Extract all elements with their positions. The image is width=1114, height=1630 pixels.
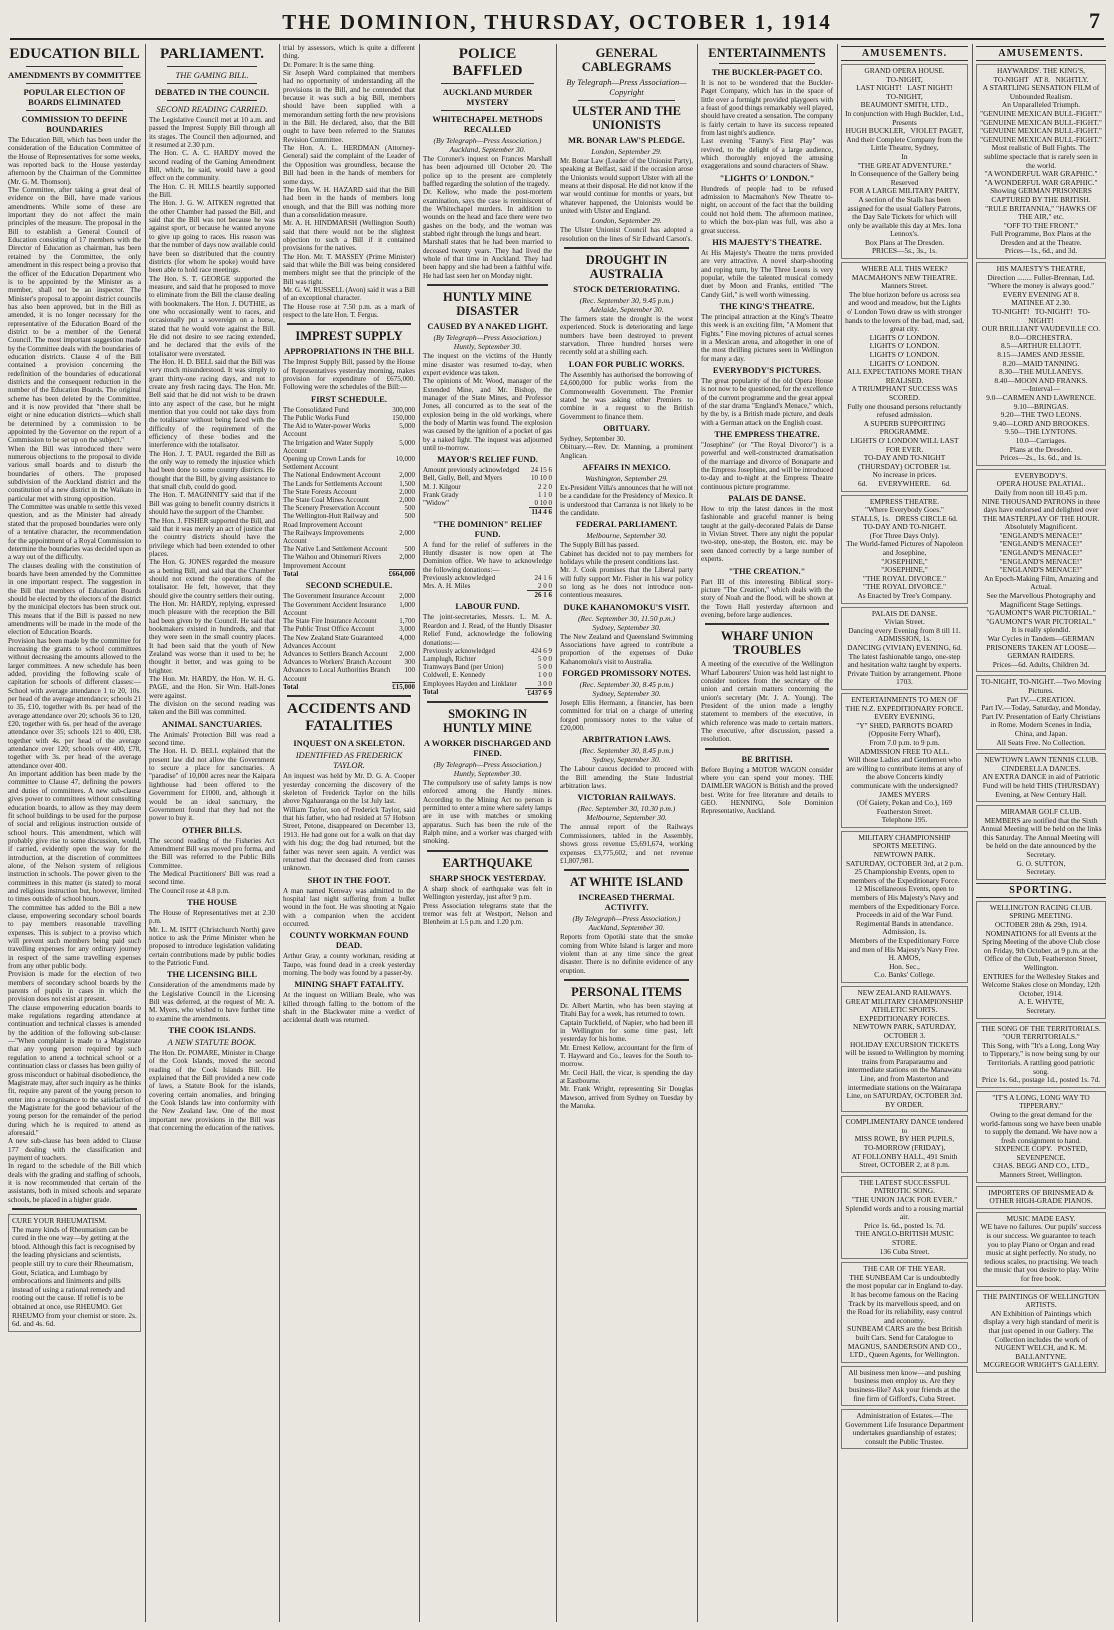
table-cell-label: The Public Works Fund [283,413,350,422]
subhead: ARBITRATION LAWS. [582,734,671,745]
column-4 [423,44,552,1622]
table-total-row [283,683,415,692]
subhead: A WORKER DISCHARGED AND FINED. [423,738,552,759]
dateline: (Rec. September 30, 9.45 p.m.) Adelaide, September 30. [579,296,674,315]
subhead: FIRST SCHEDULE. [311,393,387,404]
subhead: CAUSED BY A NAKED LIGHT. [427,321,548,332]
table-row [283,545,415,553]
table-row [283,650,415,658]
table-cell-label: The State Forests Account [283,487,357,496]
subhead: PALAIS DE DANSE. [728,493,806,504]
table-row [423,680,552,689]
subhead: OTHER BILLS. [182,824,242,835]
subhead: MAYOR'S RELIEF FUND. [437,454,538,465]
table-row [283,617,415,625]
table-cell-value: 300 [404,658,415,667]
table-row [423,671,552,679]
article-body: The House of Representatives met at 2.30 p.m. Mr. L. M. ISITT (Christchurch North) gave notice to ask the Prime Minister when he proposed to introduce legislation validating certain contributions made by public bodies to the Patriotic Fund. [149,908,275,967]
advertisement-grand-opera-house: GRAND OPERA HOUSE. TO-NIGHT, LAST NIGHT! LAST NIGHT! TO-NIGHT, BEAUMONT SMITH, LTD., In conjunction with Hugh Buckler, Ltd., Presents HUGH BUCKLER, VIOLET PAGET, And their Complete Company from the Little Theatre, Sydney, In "THE GREAT ADVENTURE." In Consequence of the Gallery being Reserved FOR A LARGE MILITARY PARTY, A section of the Stalls has been assigned for the usual Gallery Patrons, the Day Sale Tickets for which will only be available this day at Mrs. Iona Lennox's. Box Plans at The Dresden. PRICES—5s., 3s., 1s. [841,64,968,259]
article-body: The Supply Bill has passed. Cabinet has decided not to pay members for holidays while the present conditions last. Mr. J. Cook promises that the Liberal party will fully support Mr. Fisher in his war policy so long as he does not introduce non-contentious measures. [560,541,693,600]
table-cell-label: Coldwell, E. Kennedy [423,671,486,680]
table-total-row [423,591,552,600]
article-body: trial by assessors, which is quite a different thing. Dr. Pomare: It is the same thing. Sir Joseph Ward complained that members had no opportunity of understanding all the provisions in the Bill, and he contended that because it was such a big Bill, members should have been supplied with a memorandum setting forth the new provisions in the Bill. He declared, also, that the Bill ought to have been referred to the Statutes Revision Committee. The Hon. A. L. HERDMAN (Attorney-General) said the complaint of the Leader of the Opposition was groundless, because the Bill had been in the hands of members for some days. The Hon. W. H. HAZARD said that the Bill had been in the hands of members long enough, and that the Bill was nothing more than a consolidation measure. Mr. A. H. HINDMARSH (Wellington South) said that there would not be the slightest objection to such a Bill if it contained provisions for the natives. The Hon. Mr. T. MASSEY (Prime Minister) said that while the Bill was being considered members might see that the principle of the Bill was right. Mr. G. W. RUSSELL (Avon) said it was a Bill of an exceptional character. The House rose at 7.50 p.m. as a mark of respect to the late Hon. T. Fergus. [283,44,415,319]
table-row [283,439,415,455]
table-cell-value: 2,000 [399,592,415,601]
advertisement-estates: Administration of Estates.—The Government Life Insurance Department undertakes guardianship of estates; consult the Public Trustee. [841,1409,968,1449]
table-cell-label: Total [283,682,299,691]
dateline: Melbourne, September 30. [586,531,667,541]
article-body: Ex-President Villa's announces that he will not be a candidate for the Presidency of Mexico. It is understood that Carranza is not likely to be the candidate. [560,483,695,517]
article-body: The farmers state the drought is the worst experienced. Stock is deteriorating and large numbers have been destroyed to prevent starvation. Three hundred horses were recently sold at a shilling each. [560,315,695,357]
table-total-row [423,508,552,517]
article-body: A fund for the relief of sufferers in the Huntly disaster is now open at The Dominion office. We have to acknowledge the following donations:— [423,540,554,574]
subhead: BE BRITISH. [741,753,793,764]
article-body: A man named Kenway was admitted to the hospital last night suffering from a bullet wound in the foot. He was shooting at Ngaio with a companion when the accident occurred. [283,886,417,928]
table-row [283,455,415,471]
table-cell-value: 1,000 [399,600,415,609]
table-cell-label: The State Fire Insurance Account [283,617,377,626]
subhead: AMENDMENTS BY COMMITTEE [8,70,141,80]
article-body: An inquest was held by Mr. D. G. A. Cooper yesterday concerning the discovery of the skeleton of Frederick Taylor on the hills above Ngahauranga on the 1st July last. William Taylor, son of Frederick Taylor, said that his father, who had resided at 57 Hobson Street, Petone, disappeared on December 13, 1913. He had gone out for a walk on that day with his dog; the dog had returned, but the father was never seen again. A verdict was returned that the deceased died from causes unknown. [283,772,415,873]
article-body: The joint-secretaries, Messrs. L. M. A. Reardon and J. Read, of the Huntly Disaster Relief Fund, acknowledge the following donations:— [423,613,554,647]
table-cell-value: 114 4 6 [529,508,552,517]
advertisement-military-sports: MILITARY CHAMPIONSHIP SPORTS MEETING. NEWTOWN PARK. SATURDAY, OCTOBER 3rd, at 2 p.m. 25 Championship Events, open to members of the Expeditionary Force. 12 Miscellaneous Events, open to members of His Majesty's Navy and members of the Expeditionary Force. Proceeds in aid of the War Fund. Regimental Bands in attendance. Admission, 1s. Members of the Expeditionary Force and men of His Majesty's Navy Free. H. AMOS, Hon. Sec., C.o. Banks' College. [841,831,968,983]
subhead: AUCKLAND MURDER MYSTERY [442,87,533,107]
table-row [423,499,552,508]
headline-education-bill: EDUCATION BILL [9,46,140,62]
table-row [283,414,415,422]
subhead: OBITUARY. [603,422,650,433]
table-cell-value: 5 0 0 [538,655,552,664]
advertisement-racing-club: WELLINGTON RACING CLUB. SPRING MEETING. OCTOBER 28th & 29th, 1914. NOMINATIONS for all Events at the Spring Meeting of the above Club close on Friday, 9th October, at 9 p.m. at the Office of the Club, Featherston Street, Wellington. ENTRIES for the Wellesley Stakes and Welcome Stakes close on Monday, 12th October, 1914. A. E. WHYTE, Secretary. [976,901,1106,1019]
subhead: EVERYBODY'S PICTURES. [712,364,822,375]
table-cell-label: The Wellington-Hutt Railway and Road Improvement Account [283,512,379,529]
table-row [423,474,552,482]
table-cell-label: The Government Insurance Account [283,592,385,601]
column-8 [976,44,1106,1622]
advertisement-his-majestys: HIS MAJESTY'S THEATRE, Direction ........ Fuller-Brennan, Ltd. "Where the money is always good." EVERY EVENING AT 8. MATINEE AT 2.30. TO-NIGHT! TO-NIGHT! TO-NIGHT! OUR BRILLIANT VAUDEVILLE CO. 8.0—ORCHESTRA. 8.5—ARTHUR ELLIOTT. 8.15—JAMES AND JESSIE. 8.20—MAID TANNING. 8.30—THE MULLANEYS. 8.40—MOON AND FRANKS. —Interval— 9.0—CARMEN AND LAWRENCE. 9.10—BRINGAS. 9.20—THE TWO LEONS. 9.40—LORD AND BROOKES. 9.50—THE LYNTONS. 10.0—Carriages. Plans at the Dresden. Prices—2s., 1s. 6d., and 1s. [976,262,1106,466]
table-cell-value: 2,000 [399,528,415,537]
table-cell-value: 3,000 [399,625,415,634]
column-rule [972,44,973,1622]
table-cell-value: 150,000 [392,413,415,422]
subhead: LABOUR FUND. [455,601,520,612]
subhead: INCREASED THERMAL ACTIVITY. [578,892,675,913]
table-cell-label: The Lands for Settlements Account [283,479,383,488]
article-body: The Legislative Council met at 10 a.m. and passed the Imprest Supply Bill through all its stages. The Council then adjourned, and it resumed at 2.30 p.m. The Hon. C. A. C. HARDY moved the second reading of the Gaming Amendment Bill, which, he said, would have a good effect on the community. The Hon. C. H. MILLS heartily supported the Bill. The Hon. J. G. W. AITKEN regretted that the other Chamber had passed the Bill, and said that the Bill was not because he was against sport, or because he wanted anyone to give up going to races. His reason was that the number of days now available could have been so distributed that the country districts (for whom he spoke) would have been able to hold race meetings. The Hon. S. T. GEORGE supported the measure, and said that he proposed to move to eliminate from the Bill the clause dealing with bookmakers. The Hon. J. DUTHIE, as one who occasionally went to races, and occasionally put a sovereign on a horse, stated that he would vote against the Bill. He did not desire to see racing extended, and he declared that the evils of the totalisator were overstated. The Hon. H. D. BELL said that the Bill was very much misunderstood. It was simply to grant thirty-one racing days, and not to create any fresh racing days. The Hon. Mr. Bell said that he did not wish to be drawn into any aspect of the case, but he might mention that you could not take days from the totalisator without being faced with the difficulty of the requirement of the efficiency of these bodies and the interference with the totalisator. The Hon. J. T. PAUL regarded the Bill as the only way to remedy the injustice which had been done to some country districts. He thought that the Bill, by giving assistance to that small club, could do good. The Hon. T. MAGINNITY said that if the Bill was going to benefit country districts it should have the support of the Chamber. The Hon. J. FISHER supported the Bill, and said that it was merely an act of justice that the country districts should have the privilege which had been extended to other places. The Hon. G. JONES regarded the measure as a betting Bill, and said that the Chamber should not extend the operations of the totalisator. He felt, however, that they should give the country settlers their outing. The Hon. Mr. HARDY, replying, expressed much pleasure with the reception the Bill had been given by the Council. He said that bookmakers existed in hundreds, and that they were seen in the small country places. It had been said that the youth of New Zealand was worse than it used to be; he thought it better, and was going to be brighter. The Hon. Mr. HARDY, the Hon. W. H. G. PAGE, and the Hon. Sir Wm. Hall-Jones were against. The division on the second reading was taken and the Bill was committed. [149,116,275,717]
headline-white-island: AT WHITE ISLAND [569,875,684,890]
table-cell-label: Employees Hayden and Linklater [423,679,517,688]
table-cell-value: 1 0 0 [538,671,552,680]
table-cell-value: 2 0 0 [538,582,552,591]
table-cell-value: 5,000 [399,422,415,431]
subhead: STOCK DETERIORATING. [573,284,680,295]
table-cell-value: 2,000 [399,471,415,480]
subhead: THE LICENSING BILL [166,969,258,980]
article-body: The Animals' Protection Bill was read a second time. The Hon. H. D. BELL explained that the present law did not allow the Government to secure a place for sanctuaries. A "paradise" of 10,000 acres near the Kaipara lighthouse had been offered to the Government for £1000, and, although it would be an ideal sanctuary, the Government found that they had not the power to buy it. [149,730,275,823]
table-cell-label: The Waihou and Ohinemuri Rivers Improvement Account [283,553,382,570]
subhead: MINING SHAFT FATALITY. [294,979,404,990]
table-row [283,504,415,512]
article-body: The New Zealand and Queensland Swimming Associations have agreed to contribute a proportion of the expenses of Duke Kahanomoku's visit to Australia. [560,632,695,666]
table-row [423,466,552,474]
subhead: DEBATED IN THE COUNCIL [154,87,270,97]
table-cell-label: The Scenery Preservation Account [283,504,380,513]
table-cell-value: 2 2 0 [538,482,552,491]
table-cell-value: £664,000 [388,570,415,579]
headline-drought: DROUGHT IN AUSTRALIA [585,253,668,282]
section-header: AMUSEMENTS. [976,46,1106,61]
table-cell-label [423,508,529,517]
table-row [283,658,415,666]
article-body: The Coroner's inquest on Frances Marshall has been adjourned till October 20. The police up to the present are completely baffled regarding the solution of the tragedy. Dr. Kellow, who made the post-mortem examination, says the case is reminiscent of the Whitechapel murders. In addition to wounds on the head and face there were two gashes on the body, and the woman was stabbed right through the lungs and heart. Marshall states that he had been married to deceased twenty years. They had lived the whole of that time in Auckland. They had been happy and she had been a faithful wife. He had last seen her on Monday night. [423,155,552,280]
subhead: LOAN FOR PUBLIC WORKS. [568,358,685,369]
article-body: "Josephine" (or "The Royal Divorce") is a powerful and well-constructed dramatisation of the marriage and divorce of Bonaparte and the Empress Josephine, and will be introduced to-day and to-night at the Empress Theatre continuous picture programme. [701,441,835,491]
table-cell-label: The Government Accident Insurance Account [283,600,387,617]
table-cell-label: Total [283,569,299,578]
table-cell-value: £437 6 9 [525,688,552,697]
table-cell-label: The Railways Improvements Account [283,528,364,545]
article-body: Before Buying a MOTOR WAGON consider where you can spend your money. THE DAIMLER WAGON is British and the proved best. Write for free literature and details to GEO. HENNING, Sole Dominion Representative, Auckland. [701,765,835,816]
subhead: APPROPRIATIONS IN THE BILL [284,346,414,357]
subhead: ANIMAL SANCTUARIES. [161,718,263,729]
table-row [283,634,415,650]
table-cell-value: 24 15 6 [531,466,552,475]
table-row [423,483,552,491]
dateline: (By Telegraph—Press Association.) Huntly, September 30. [433,333,542,352]
subhead: THE BUCKLER-PAGET CO. [711,67,823,77]
article-body: It is not to be wondered that the Buckler-Paget Company, which has in the space of little over a fortnight provided playgoers with a feast of good things remarkably well played, should have created a sensation. The company is fairly certain to have its success repeated from last night's audience. Last evening "Fanny's First Play" was revived, to the delight of a large audience, which thoroughly enjoyed the amusing exaggerations and sound characters of Shaw. [701,79,833,171]
table-cell-label: The New Zealand State Guaranteed Advances Account [283,633,383,650]
table-cell-label: Advances to Local Authorities Branch Account [283,666,391,683]
table-cell-value: 24 1 6 [534,573,552,582]
advertisement-entertainments-to-men: ENTERTAINMENTS TO MEN OF THE N.Z. EXPEDITIONARY FORCE. EVERY EVENING, "Y" SHED, PARROTS BOARD (Opposite Ferry Wharf), From 7.0 p.m. to 9 p.m. ADMISSION FREE TO ALL. Will those Ladies and Gentlemen who are willing to contribute items at any of the above Concerts kindly communicate with the undersigned? JAMES MYERS (Of Gaiety, Pekan and Co.), 169 Featherston Street. Telephone 195. [841,693,968,828]
advertisement-haywards: HAYWARDS'. THE KING'S, TO-NIGHT AT 8. NIGHTLY. A STARTLING SENSATION FILM of Unbounded Realism. An Unparalleled Triumph. "GENUINE MEXICAN BULL-FIGHT." "GENUINE MEXICAN BULL-FIGHT." "GENUINE MEXICAN BULL-FIGHT." "GENUINE MEXICAN BULL-FIGHT." Most realistic of Bull Fights. The sublime spectacle that is rarely seen in the world. "A WONDERFUL WAR GRAPHIC." "A WONDERFUL WAR GRAPHIC." Showing GERMAN PRISONERS CAPTURED BY THE BRITISH. "RULE BRITANNIA," "HAWKS OF THE AIR," etc. "OFF TO THE FRONT." Full Programme, Box Plans at the Dresden and at the Theatre. Prices—1s., 6d., and 3d. [976,64,1106,259]
table-cell-value: 2,000 [399,487,415,496]
table-cell-value: 5 0 0 [538,663,552,672]
dateline: (By Telegraph—Press Association.) Auckland, September 30. [433,136,542,154]
table-cell-value: 2,000 [399,649,415,658]
column-rule [697,44,698,1622]
table-cell-label: The Public Trust Office Account [283,625,375,634]
advertisement-paintings: THE PAINTINGS OF WELLINGTON ARTISTS. AN Exhibition of Paintings which display a very high standard of merit is that just opened in our Gallery. The Collection includes the work of NUGENT WELCH, and K. M. BALLANTYNE. MCGREGOR WRIGHT'S GALLERY. [976,1290,1106,1373]
column-5 [560,44,693,1622]
table-cell-value: 0 10 0 [534,499,552,508]
table-row [283,666,415,682]
article-body: The second reading of the Fisheries Act Amendment Bill was moved pro forma, and the Bill was referred to the Public Bills Committee. The Medical Practitioners' Bill was read a second time. The Council rose at 4.8 p.m. [149,836,275,895]
masthead-title: THE DOMINION, THURSDAY, OCTOBER 1, 1914 [282,10,832,34]
table-row [283,529,415,545]
advertisement-tennis-club: NEWTOWN LAWN TENNIS CLUB. CINDERELLA DANCES. AN EXTRA DANCE in aid of Patriotic Fund will be held THIS (THURSDAY) Evening, at New Century Hall. [976,753,1106,802]
article-body: At His Majesty's Theatre the turns provided are very attractive. A novel sharp-shooting and roping turn, by The Three Leons is very popular, while the talented musical comedy duet by Moon and Franks, entitled "The Candy Girl," is well worth witnessing. [701,248,835,299]
subhead: A NEW STATUTE BOOK. [167,1037,257,1048]
dateline: (By Telegraph—Press Association.) Huntly, September 30. [433,760,542,779]
article-body: A sharp shock of earthquake was felt in Wellington yesterday, just after 9 p.m. Press Association telegrams state that the tremor was felt at Westport, Nelson and Blenheim at 1.5 p.m. and 1.20 p.m. [423,884,552,927]
table-cell-value: 4,000 [399,633,415,642]
subhead: DUKE KAHANOMOKU'S VISIT. [563,601,690,612]
table-cell-label: Mrs. A. H. Miles [423,582,471,591]
table-row [423,582,552,591]
subhead: SECOND READING CARRIED. [156,104,268,114]
table-cell-label: "Widow" [423,499,450,508]
subhead: THE COOK ISLANDS. [168,1025,256,1036]
advertisement-music: MUSIC MADE EASY. WE have no failures. Our pupils' success is our success. We guarantee to teach you to play Piano or Organ and read music at sight perfectly. No study, no tedious scales, no practising. We teach the music that you desire to play. Write for free book. [976,1212,1106,1287]
subhead: INQUEST ON A SKELETON. [293,738,405,749]
headline-entertainments: ENTERTAINMENTS [708,46,826,60]
table-cell-label: The Consolidated Fund [283,405,349,414]
advertisement-business: All business men know—and pushing business men employ us. Are they business-like? Ask your friends at the fine firm of Gifford's, Cuba Street. [841,1366,968,1406]
dateline: London, September 29. [591,216,662,226]
table-cell-value: 1 1 0 [538,490,552,499]
dateline: (Rec. September 30, 10.30 p.m.) Melbourne, September 30. [577,804,676,823]
table-row [283,553,415,569]
table-row [283,496,415,504]
table-cell-label: Tramways Band (per Union) [423,663,504,672]
article-body: Joseph Ellis Hermann, a financier, has been committed for trial on a charge of uttering forged promissory notes to the value of £20,000. [560,699,695,733]
fund-table [423,647,552,697]
table-row [423,655,552,663]
table-cell-value: 1,700 [399,617,415,626]
article-body: The great popularity of the old Opera House is not now to be questioned, for the excellence of the current programme and the great appeal of the star drama "England's Menace," which, by the by, is a British made picture, and deals with a German attack on the English coast. [701,376,835,427]
table-cell-value: 500 [404,504,415,513]
table-cell-value: 1,500 [399,479,415,488]
table-cell-label: The State Coal Mines Account [283,495,369,504]
subhead: "THE CREATION." [728,565,806,576]
advertisement-town-hall: TO-NIGHT, TO-NIGHT.—Two Moving Pictures. Part IV.—CREATION. Part IV.—Today, Saturday, and Monday, Part IV. Presentation of Early Christians in Rome. Modern Scenes in India, China, and Japan. All Seats Free. No Collection. [976,675,1106,750]
subhead: AFFAIRS IN MEXICO. [582,461,671,472]
table-cell-label: Previously acknowledged [423,646,496,655]
article-body: Consideration of the amendments made by the Legislative Council in the Licensing Bill was deferred, at the request of Mr. A. M. Myers, who wished to have further time to examine the amendments. [149,981,277,1023]
subhead: THE EMPRESS THEATRE. [714,429,820,440]
subhead: SECOND SCHEDULE. [305,580,393,591]
subhead: THE GAMING BILL. [175,70,249,80]
subhead: FORGED PROMISSORY NOTES. [562,668,691,679]
dateline: London, September 29. [591,147,662,156]
article-body: The Education Bill, which has been under the consideration of the Education Committee of the House of Representatives for some weeks, was reported back to the House yesterday afternoon by the Chairman of the Committee (Mr. G. M. Thomson). The Committee, after taking a great deal of evidence on the Bill, have made various amendments. While some of these are important they do not affect the main principles of the measure. The proposal in the Bill to establish a General Council of Education consisting of 17 members with the Director of Education as chairman, has been retained by the Committee, the only amendment in this respect being a proviso that the officer of the Education Department who is to be appointed by the Minister as a member, shall not be an inspector. The Minister's proposal to appoint district councils has also been approved, but in the Bill as amended, it is no longer necessary for the representative of the Education Board of the district to be a member of the General Council. The most important suggestion made by the Committee deals with the boundaries of education districts. Clause 4 of the Bill contained a provision concerning the redefinition of the boundaries of educational districts and the consequent reduction in the number of the Education Boards. The original scheme has been deleted by the Committee, and it is now provided that "there shall be eight or nine education districts—which shall be determined by a commission to be appointed by the Governor on the report of a Commission to be set up on the subject." When the Bill was introduced there were numerous objections to the proposal to divide various small boards and to disturb the boundaries of others. The proposed subdivision of the Auckland district and the constitution of a new district in the Waikato in particular met with strong opposition. The Committee was unable to settle this vexed question, and as the Minister had already stated that the proposed boundaries were only of a tentative character, the recommendation for the appointment of a Royal Commission to determine the boundaries was decided upon as a way out of the difficulty. The clauses dealing with the constitution of boards have been amended by the Committee in one important respect. The suggestion in the Bill that members of Education Boards should be elected by the electors of the district by the municipal electors has been struck out. This means that if the Bill is passed no new amendments will be made in the mode of the election of Education Boards. Provision has been made by the committee for increasing the grants to school committees without decreasing the amounts allowed to the larger committees. A new schedule has been added, providing the following scale of capitation for schools of different classes:—School with average attendance 1 to 20, 10s. per head of the average attendance; schools 21 to 35, £10, together with 8s. per head of the average attendance over 20; schools 36 to 120, £20, together with 6s. per head of the average attendance over 35; schools 121 to 400, £38, together with 4s. per head of the average attendance over 120; schools over 400, £78, together with 3s. per head of the average attendance over 400. An important addition has been made by the committee to Clause 47, defining the powers and duties of committees. A new sub-clause gives power to committees without consulting education boards, to allow as they may deem fit school buildings to be used for the purpose of social and religious instruction outside of school hours. This amendment, which will probably give rise to some discussion, would, if carried, evidently open the way for the introduction, at the discretion of committees alone, of the Nelson system of religious instruction in schools. The power given to the committees in this matter (is stated) to moral and religious instruction but, however, limited to times outside of school hours. The committee has added to the Bill a new clause, empowering secondary school boards to pay members reasonable travelling expenses. This is subject to a proviso which will prevent such members being paid such travelling expenses for any ordinary journey in respect of the same travelling expenses from any other public body. Provision is made for the election of two members of secondary school boards by the parents of pupils in cases in which the provision does not exist at present. The clause empowering education boards to make regulations regarding attendance at continuation and technical classes is amended by the addition of the following sub-clause:—"When complaint is made to a Magistrate that any young person required by such regulation to attend a technical school or a continuation class or classes has been guilty of gross misconduct or habitual disobedience, the Magistrate may, after such inquiry as he thinks fit, require any parent of the young person to enter into a recognisance to the satisfaction of the Magistrate for the good behaviour of the young person for the remainder of the period during which he is required to attend as aforesaid." A new sub-clause has been added to Clause 177 dealing with the classification and payment of teachers. In regard to the schedule of the Bill which deals with the grading and staffing of schools, it is now recommended that certain of the assistants, both in mixed schools and separate schools, be placed in a higher grade. [8,136,141,1204]
column-2 [149,44,275,1622]
subhead: By Telegraph—Press Association—Copyright [566,77,687,97]
table-cell-label: The Irrigation and Water Supply Account [283,438,374,455]
article-body: The principal attraction at the King's Theatre this week is an exciting film, "A Moment that Fights." Fine moving pictures of actual scenes in a Mexican arena, and altogether in one of the most thrilling pictures seen in Wellington for many a day. [701,312,835,363]
dateline: (By Telegraph—Press Association.) Auckland, September 30. [572,914,681,933]
column-6 [701,44,833,1622]
advertisement-territorials-song: THE SONG OF THE TERRITORIALS. "OUR TERRITORIALS." This Song, with "It's a Long, Long Way to Tipperary," is now being sung by our Territorials. A rattling good patriotic song. Price 1s. 6d., postage 1d., posted 1s. 7d. [976,1022,1106,1088]
table-row [283,471,415,479]
table-cell-label: Lamplugh, Richter [423,655,476,664]
column-3 [283,44,415,1622]
table-row [423,574,552,582]
schedule-table [283,406,415,579]
table-row [283,592,415,600]
headline-wharf-union: WHARF UNION TROUBLES [720,629,814,658]
advertisement-sunbeam: THE CAR OF THE YEAR. THE SUNBEAM Car is undoubtedly the most popular car in England to-day. It has become famous on the Racing Track by its marvellous speed, and on the Road for its reliability, easy control and economy. SUNBEAM CARS are the best British built Cars. Send for Catalogue to MAGNUS, SANDERSON AND CO., LTD., Queen Agents, for Wellington. [841,1262,968,1363]
table-cell-label: Total [423,688,439,697]
article-body: The Imprest Supply Bill, passed by the House of Representatives yesterday morning, makes provision for expenditure of £675,000. Following were the schedules of the Bill:— [283,358,417,392]
table-cell-label: M. J. Kilgour [423,482,461,491]
table-row [283,601,415,617]
headline-personal-items: PERSONAL ITEMS [571,984,682,999]
advertisement-dance: COMPLIMENTARY DANCE tendered to MISS ROWE, BY HER PUPILS, TO-MORROW (FRIDAY), AT FOLLONBY HALL, 491 Smith Street, OCTOBER 2, at 8 p.m. [841,1115,968,1173]
table-row [283,406,415,414]
dateline: Washington, September 29. [585,473,668,483]
article-body: Sydney, September 30. Obituary.—Rev. Dr. Manning, a prominent Anglican. [560,434,693,460]
article-body: Dr. Albert Martin, who has been staying at Titahi Bay for a week, has returned to town. Captain Tuckfield, of Napier, who had been ill in Wellington for some time past, left yesterday for his home. Mr. Ernest Kellow, accountant for the firm of T. Hayward and Co., leaves for the South to-morrow. Mr. Cecil Hall, the vicar, is spending the day at Eastbourne. Mr. Frank Wright, representing Sir Douglas Mawson, arrived from Sydney on Tuesday by the Manuka. [560,1001,693,1111]
table-cell-label: The Native Land Settlement Account [283,545,388,554]
headline-accidents: ACCIDENTS AND FATALITIES [287,701,411,735]
table-row [283,625,415,633]
advertisement-macmahons: WHERE ALL THIS WEEK? MACMAHON'S NEW THEATRE. Manners Street. The blue horizon before us across sea and wood and meadow, but the Lights o' London Town draw us with stronger hands to the lovers of the bad, mad, sad, great city. LIGHTS O' LONDON. LIGHTS O' LONDON. LIGHTS O' LONDON. LIGHTS O' LONDON. ALL EXPECTATIONS MORE THAN REALISED. A TRIUMPHANT SUCCESS WAS SCORED. Fully one thousand persons reluctantly refused admission. A SUPERB SUPPORTING PROGRAMME. LIGHTS O' LONDON WILL LAST FOR EVER. TO-DAY AND TO-NIGHT (THURSDAY) OCTOBER 1st. No increase in prices. 6d. EVERYWHERE. 6d. [841,262,968,491]
column-rule [145,44,146,1622]
table-cell-label: Advances to Workers' Branch Account [283,658,392,667]
table-row [423,647,552,655]
table-cell-value: 2,000 [399,553,415,562]
article-body: Hundreds of people had to be refused admission to Macmahon's New Theatre to-night, on account of the fact that the building could not hold them. The afternoon matinee, to which the box-plan was full, was also a great success. [701,184,835,235]
headline-huntly-mine: HUNTLY MINE DISASTER [442,290,533,319]
table-cell-value: 500 [404,512,415,521]
advertisement-palais-de-danse: PALAIS DE DANSE. Vivian Street. Dancing every Evening from 8 till 11. ADMISSION, 1s. DANCING (VIVIAN) EVENING, 6d. The latest fashionable tango, one-step and hesitation waltz taught by experts. Private Tuition by arrangement. Phone 1703. [841,607,968,690]
table-cell-label: Advances to Settlers Branch Account [283,649,388,658]
headline-parliament: PARLIAMENT. [159,46,265,62]
subhead: COUNTY WORKMAN FOUND DEAD. [289,930,409,951]
advertisement-tipperary: "IT'S A LONG, LONG WAY TO TIPPERARY." Owing to the great demand for the world-famous song we have been unable to supply the demand. We have now a fresh consignment to hand. SIXPENCE COPY. POSTED, SEVENPENCE. CHAS. BEGG AND CO., LTD., Manners Street, Wellington. [976,1091,1106,1183]
table-cell-value: 10 10 0 [531,474,552,483]
dateline: (Rec. September 30, 8.45 p.m.) Sydney, September 30. [579,680,674,699]
headline-smoking: SMOKING IN HUNTLY MINE [442,707,533,736]
article-body: The compulsory use of safety lamps is now enforced among the Huntly mines. According to the Mining Act no person is permitted to enter a mine where safety lamps are in use with matches or smoking apparatus. Such has been the rule of the Ralph mine, and a worker was charged with smoking. [423,779,554,846]
table-cell-value: 26 1 6 [527,591,552,600]
headline-ulster: ULSTER AND THE UNIONISTS [572,104,681,132]
table-cell-value: 3 0 0 [538,679,552,688]
fund-table [423,574,552,600]
headline-police-baffled: POLICE BAFFLED [452,46,523,79]
article-body: A meeting of the executive of the Wellington Wharf Labourers' Union was held last night to consider notices from the secretary of the union and certain matters concerning the union's secretary (Mr. J. A. Young). The President of the union made a lengthy statement to members of the executive, in which reference was made to certain matters. The executive, after discussion, passed a resolution. [701,660,835,744]
table-row [283,422,415,438]
table-cell-label: The National Endowment Account [283,471,381,480]
subhead: FEDERAL PARLIAMENT. [575,519,678,530]
advertisement-pianos: IMPORTERS OF BRINSMEAD & OTHER HIGH-GRADE PIANOS. [976,1186,1106,1209]
article-body: Arthur Gray, a county workman, residing at Taupo, was found dead in a creek yesterday morning. The body was found by a passer-by. [283,952,417,977]
table-cell-label: Frank Grady [423,490,459,499]
column-1 [8,44,141,1622]
advertisement-golf-club: MIRAMAR GOLF CLUB. MEMBERS are notified that the Sixth Annual Meeting will be held on the links this Saturday. The Annual Meeting will be held on the date announced by the Secretary. G. O. SUTTON, Secretary. [976,805,1106,880]
article-body: The Ulster Unionist Council has adopted a resolution on the lines of Sir Edward Carson's. [560,226,695,243]
table-cell-label: Opening up Crown Lands for Settlement Account [283,454,366,472]
table-cell-label: Previously acknowledged [423,573,496,582]
article-body: Part III of this interesting Biblical story-picture "The Creation," which deals with the story of Noah and the flood, will be shown at the Town Hall yesterday afternoon and evening, before large audiences. [701,577,835,619]
schedule-table [283,592,415,691]
table-cell-label: Bell, Gully, Bell, and Myers [423,474,503,483]
table-total-row [423,688,552,697]
article-body: How to trip the latest dances in the most fashionable and graceful manner is being taught at the gaily-decorated Palais de Danse in Vivian Street. There any night the popular two-step, one-step, the Boston, etc. may be seen danced correctly by a large number of experts. [701,505,835,564]
subhead: SHARP SHOCK YESTERDAY. [429,872,546,883]
subhead: THE KING'S THEATRE. [719,300,815,311]
article-body: Reports from Opotiki state that the smoke coming from White Island is larger and more violent than at any time since the great disaster. There is no definite evidence of any eruption. [560,933,695,975]
subhead: MR. BONAR LAW'S PLEDGE. [568,135,685,145]
table-cell-label: Amount previously acknowledged [423,466,520,475]
table-cell-value: 10,000 [395,454,415,463]
table-cell-value: 500 [404,545,415,554]
column-rule [279,44,280,1622]
subhead: WHITECHAPEL METHODS RECALLED [432,114,543,134]
section-header: AMUSEMENTS. [841,46,968,61]
subhead: THE HOUSE [187,896,237,907]
table-cell-value: 5,000 [399,438,415,447]
subhead: VICTORIAN RAILWAYS. [577,792,676,803]
headline-cablegrams: GENERAL CABLEGRAMS [581,46,672,74]
article-body: The Hon. Dr. POMARE, Minister in Charge of the Cook Islands, moved the second reading of the Cook Islands Bill. He explained that the Bill provided a new code of laws, a Statute Book for the islands, covering certain anomalies, and bringing the Cook Islands law into conformity with the New Zealand law. One of the most important new provisions in the Bill was that concerning the education of the natives. [149,1049,277,1133]
subhead: POPULAR ELECTION OF BOARDS ELIMINATED [23,87,126,107]
advertisement-everybodys: EVERYBODY'S. OPERA HOUSE PALATIAL. Daily from noon till 10.45 p.m. NINE THOUSAND PATRONS in three days have endorsed and delighted over THE MASTERPLAY OF THE HOUR. Absolutely Magnificent. "ENGLAND'S MENACE!" "ENGLAND'S MENACE!" "ENGLAND'S MENACE!" "ENGLAND'S MENACE!" "ENGLAND'S MENACE!" An Epoch-Making Film, Amazing and Actual. See the Marvellous Photography and Magnificent Stage Settings. "GAUMONT'S WAR PICTORIAL." "GAUMONT'S WAR PICTORIAL." It is really splendid. War Cycles in Tandem—GERMAN PRISONERS TAKEN AT LOOSE—GERMAN RAIDERS. Prices—6d. Adults, Children 3d. [976,469,1106,673]
subhead: IDENTIFIED AS FREDERICK TAYLOR. [295,750,403,771]
masthead [10,8,1104,40]
table-cell-value: 100 [404,666,415,675]
article-body: Mr. Bonar Law (Leader of the Unionist Party), speaking at Belfast, said if the occasion arose the Unionists would support Ulster with all the means at their disposal. He did not know if the war would continue for months or years, but whatever happened, the Unionists would be united with Ulster and England. [560,157,695,216]
article-body: The annual report of the Railways Commissioners, tabled in the Assembly, shows gross revenue £5,691,674, working expenses £3,775,602, and net revenue £1,807,981. [560,823,695,865]
advertisement-railways: NEW ZEALAND RAILWAYS. GREAT MILITARY CHAMPIONSHIP ATHLETIC SPORTS. EXPEDITIONARY FORCES. NEWTOWN PARK, SATURDAY, OCTOBER 3. HOLIDAY EXCURSION TICKETS will be issued to Wellington by morning trains from Paraparaumu and intermediate stations on the Manawatu Line, and from Masterton and intermediate stations on the Wairarapa Line, on SATURDAY, OCTOBER 3rd. BY ORDER. [841,986,968,1112]
subhead: SHOT IN THE FOOT. [307,874,391,885]
headline-imprest-supply: IMPREST SUPPLY [295,329,403,344]
column-rule [837,44,838,1622]
table-cell-label [423,591,527,600]
table-row [423,491,552,499]
advertisement-rheumo: CURE YOUR RHEUMATISM. The many kinds of Rheumatism can be cured in the one way—by getting at the blood. Although this fact is recognised by the leading physicians and scientists, people still try to cure their Rheumatism, Gout, Sciatica, and Lumbago by embrocations and liniments and pills instead of using a rational remedy and rooting out the cause. If relief is to be obtained at once, use RHEUMO. Get RHEUMO from your chemist or store. 2s. 6d. and 4s. 6d. [8,1214,141,1332]
table-row [283,512,415,528]
table-cell-value: £15,000 [392,683,415,692]
dateline: (Rec. September 30, 11.50 p.m.) Sydney, September 30. [577,613,676,632]
advertisement-empress: EMPRESS THEATRE. "Where Everybody Goes." STALLS, 1s. DRESS CIRCLE 6d. TO-DAY AND TO-NIGHT. (For Three Days Only). The World-famed Pictures of Napoleon and Josephine, "JOSEPHINE," "JOSEPHINE," "THE ROYAL DIVORCE." "THE ROYAL DIVORCE." As Enacted by Tree's Company. [841,495,968,604]
table-cell-label: The Aid to Water-power Works Account [283,422,371,439]
article-body: The inquest on the victims of the Huntly mine disaster was resumed to-day, when expert evidence was taken. The opinions of Mr. Wood, manager of the Extended Mine, and Mr. Bishop, the manager of the State Mines, and Professor Jones, all concurred as to the seat of the explosion being in the old workings, where the body of Martin was found. The explosion was caused by the ignition of a pocket of gas by a naked light. The inquest was adjourned until to-morrow. [423,352,552,452]
headline-earthquake: EARTHQUAKE [442,855,533,870]
fund-table [423,466,552,516]
article-body: At the inquest on William Beale, who was killed through falling to the bottom of the shaft in the Blackwater mine a verdict of accidental death was returned. [283,991,417,1025]
column-rule [556,44,557,1622]
subhead: COMMISSION TO DEFINE BOUNDARIES [21,114,128,134]
column-rule [419,44,420,1622]
subhead: "THE DOMINION" RELIEF FUND. [432,518,543,539]
dateline: (Rec. September 30, 8.45 p.m.) Sydney, September 30. [579,746,674,765]
subhead: "LIGHTS O' LONDON." [719,172,815,183]
table-total-row [283,570,415,579]
advertisement-song: THE LATEST SUCCESSFUL PATRIOTIC SONG. "THE UNION JACK FOR EVER." Splendid words and to a rousing martial air. Price 1s. 6d., posted 1s. 7d. THE ANGLO-BRITISH MUSIC STORE. 136 Cuba Street. [841,1176,968,1259]
section-header: SPORTING. [976,883,1106,898]
column-7 [841,44,968,1622]
table-row [423,663,552,671]
article-body: The Assembly has authorised the borrowing of £4,600,000 for public works from the Commonwealth Government. The Premier stated he was asking other Premiers to combine in a request to the British Government to finance them. [560,370,695,421]
article-body: The Labour caucus decided to proceed with the Bill amending the State Industrial arbitration laws. [560,765,695,791]
table-row [283,480,415,488]
subhead: HIS MAJESTY'S THEATRE. [712,236,822,247]
table-cell-value: 2,000 [399,495,415,504]
table-row [283,488,415,496]
page-number: 7 [1089,8,1100,33]
table-cell-value: 300,000 [392,405,415,414]
table-cell-value: 424 6 9 [531,646,552,655]
